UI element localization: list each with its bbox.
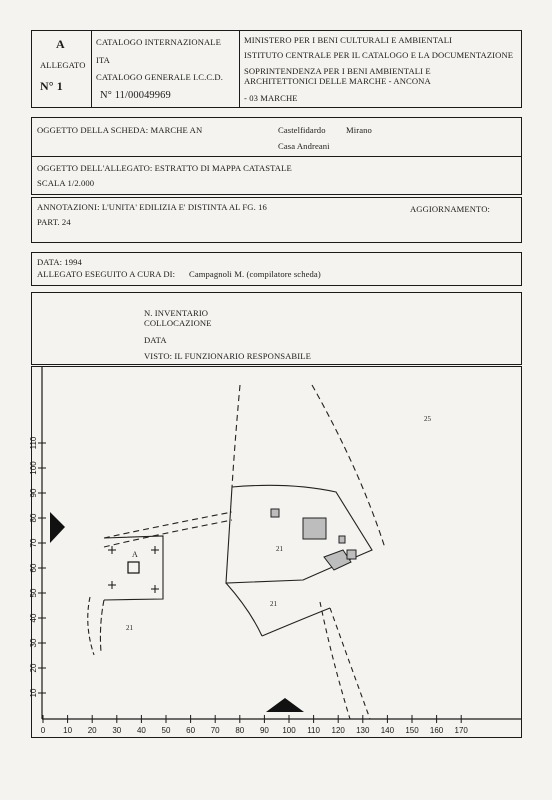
aggiornamento-label: AGGIORNAMENTO: xyxy=(410,204,491,214)
x-tick-label: 90 xyxy=(259,726,269,735)
left-parcel xyxy=(88,512,232,655)
south-direction-triangle xyxy=(266,698,304,712)
x-tick-label: 70 xyxy=(210,726,220,735)
visto-line: VISTO: IL FUNZIONARIO RESPONSABILE xyxy=(144,351,311,361)
y-tick-label: 30 xyxy=(29,638,38,648)
catalog-international: CATALOGO INTERNAZIONALE xyxy=(96,37,222,47)
eseguito-label: ALLEGATO ESEGUITO A CURA DI: xyxy=(37,269,176,279)
y-tick-label: 70 xyxy=(29,538,38,548)
y-tick-label: 60 xyxy=(29,563,38,573)
x-tick-label: 120 xyxy=(331,726,345,735)
inventario-data-line: DATA xyxy=(144,335,167,345)
parcel-label-left: 21 xyxy=(126,624,133,632)
place-castelfidardo: Castelfidardo xyxy=(278,125,326,135)
y-tick-label: 20 xyxy=(29,663,38,673)
y-tick-label: 50 xyxy=(29,588,38,598)
west-direction-triangle xyxy=(50,512,65,543)
parcel-label-main: 21 xyxy=(276,545,283,553)
scala-line: SCALA 1/2.000 xyxy=(37,178,95,188)
collocazione-line: COLLOCAZIONE xyxy=(144,318,212,328)
catalog-country: ITA xyxy=(96,55,110,65)
place-mirano: Mirano xyxy=(346,125,372,135)
x-tick-label: 10 xyxy=(63,726,73,735)
oggetto-allegato-line: OGGETTO DELL'ALLEGATO: ESTRATTO DI MAPPA CATASTALE xyxy=(37,163,292,173)
x-tick-label: 110 xyxy=(307,726,320,735)
data-date: DATA: 1994 xyxy=(37,257,82,267)
x-tick-label: 40 xyxy=(136,726,146,735)
ministry-line-1: MINISTERO PER I BENI CULTURALI E AMBIENTALI xyxy=(244,35,453,45)
x-tick-label: 50 xyxy=(161,726,171,735)
place-casa-andreani: Casa Andreani xyxy=(278,141,330,151)
main-parcel xyxy=(226,385,385,719)
x-tick-label: 160 xyxy=(429,726,444,735)
oggetto-scheda-label: OGGETTO DELLA SCHEDA: MARCHE AN xyxy=(37,125,203,135)
y-tick-label: 110 xyxy=(29,436,38,450)
eseguito-value: Campagnoli M. (compilatore scheda) xyxy=(189,269,321,279)
y-tick-label: 40 xyxy=(29,613,38,623)
ministry-line-2: ISTITUTO CENTRALE PER IL CATALOGO E LA DOCUMENTAZIONE xyxy=(244,50,514,60)
main-buildings xyxy=(271,509,356,570)
parcel-label-right: 25 xyxy=(424,415,431,423)
x-tick-label: 20 xyxy=(87,726,97,735)
annotazioni-line: ANNOTAZIONI: L'UNITA' EDILIZIA E' DISTINTA AL FG. 16 xyxy=(37,202,267,212)
x-tick-label: 30 xyxy=(112,726,122,735)
y-tick-label: 90 xyxy=(29,488,38,498)
x-tick-label: 0 xyxy=(40,726,46,735)
map-axes xyxy=(42,366,522,719)
small-building xyxy=(128,562,139,573)
allegato-letter: A xyxy=(56,37,65,51)
ministry-line-5: - 03 MARCHE xyxy=(244,93,298,103)
x-tick-label: 60 xyxy=(186,726,196,735)
y-tick-label: 80 xyxy=(29,513,38,523)
y-tick-label: 100 xyxy=(29,461,38,475)
inventario-line: N. INVENTARIO xyxy=(144,308,209,318)
allegato-number: N° 1 xyxy=(40,79,63,93)
x-tick-label: 170 xyxy=(454,726,468,735)
ministry-line-4: ARCHITETTONICI DELLE MARCHE - ANCONA xyxy=(244,76,431,86)
catalog-number: N° 11/00049969 xyxy=(100,90,171,101)
x-tick-label: 130 xyxy=(356,726,370,735)
x-tick-label: 140 xyxy=(380,726,395,735)
parcel-label-lower: 21 xyxy=(270,600,277,608)
allegato-label: ALLEGATO xyxy=(40,60,86,70)
x-tick-label: 80 xyxy=(235,726,245,735)
marker-letter: A xyxy=(132,550,138,559)
annotazioni-part: PART. 24 xyxy=(37,217,71,227)
y-tick-label: 10 xyxy=(29,688,38,698)
x-tick-label: 100 xyxy=(282,726,296,735)
ministry-line-3: SOPRINTENDENZA PER I BENI AMBIENTALI E xyxy=(244,66,431,76)
x-tick-label: 150 xyxy=(405,726,419,735)
catalog-general: CATALOGO GENERALE I.C.C.D. xyxy=(96,72,223,82)
